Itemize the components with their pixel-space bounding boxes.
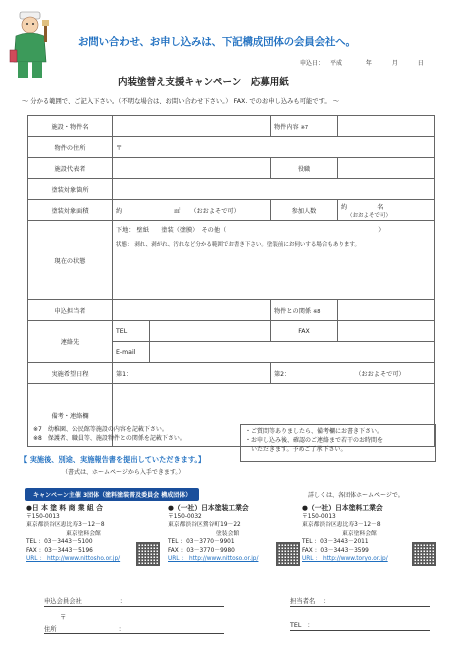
- member-tel: TEL ：03－3443－5100: [26, 539, 93, 545]
- label-schedule: 実施希望日程: [28, 363, 113, 384]
- notice-line-3: いただきます。予めご了承下さい。: [245, 446, 347, 453]
- application-date: [300, 58, 428, 67]
- member-postal: 〒150-0013: [302, 513, 336, 520]
- member-url-link[interactable]: URL ： http://www.nittosho.or.jp/: [26, 556, 121, 562]
- base-line: 下地： 壁紙 塗装（塗膜） その他（ ）: [116, 227, 385, 234]
- label-tel: TEL: [113, 321, 150, 342]
- label-current-state: 現在の状態: [28, 221, 113, 300]
- participants-field[interactable]: 約 名（おおよそで可）: [338, 200, 435, 221]
- era-label: 平成: [329, 60, 342, 67]
- report-request-sub: （書式は、ホームページから入手できます。）: [62, 469, 185, 476]
- campaign-detail-note: 詳しくは、各団体ホームページで。: [308, 492, 404, 499]
- label-target-area: 塗装対象面積: [28, 200, 113, 221]
- footer-postal: 〒: [60, 614, 67, 621]
- member-building: 東京塗料会館: [66, 530, 101, 537]
- day-label: 日: [417, 60, 424, 67]
- label-applicant: 申込担当者: [28, 300, 113, 321]
- headline: お問い合わせ、お申し込みは、下記構成団体の会員会社へ。: [78, 36, 356, 48]
- footer-person: [290, 596, 330, 605]
- label-member-company: 申込会員会社: [44, 598, 82, 605]
- label-facility-name: 施設・物件名: [28, 116, 113, 137]
- label-property-content: 物件内容 ※7: [271, 116, 338, 137]
- member-name: ●日 本 塗 料 商 業 組 合: [26, 504, 103, 512]
- notice-box: [240, 424, 436, 462]
- report-request: 【 実施後、別途、実施報告書を提出していただきます。】: [20, 455, 206, 464]
- company-underline[interactable]: [44, 606, 224, 607]
- colon: ：: [323, 598, 330, 605]
- member-building: 塗装会館: [216, 530, 240, 537]
- campaign-banner: キャンペーン主催 3団体（塗料塗装普及委員会 構成団体）: [25, 488, 199, 501]
- label-email: E-mail: [113, 342, 150, 363]
- label-relation: 物件との関係 ※8: [271, 300, 338, 321]
- footer-company: [44, 596, 126, 605]
- label-address: 住所: [44, 626, 57, 633]
- form-subtitle: ～ 分かる範囲で、ご記入下さい。（不明な場合は、お問い合わせ下さい。） FAX. でのお申し込みも可能です。 ～: [22, 98, 339, 105]
- footnote-8: ※8 保護者、職員等、施設物件との関係を記載下さい。: [33, 435, 186, 442]
- member-org-3: [302, 504, 438, 564]
- member-address: 東京都渋谷区恵比寿3－12－8: [26, 522, 105, 528]
- footer-address: [44, 624, 125, 633]
- year-label: 年: [365, 60, 372, 67]
- member-url-link[interactable]: URL ： http://www.nittoso.or.jp/: [168, 556, 259, 562]
- member-fax: FAX ：03－3443－3599: [302, 547, 369, 554]
- property-content-field[interactable]: [338, 116, 435, 137]
- date-label: 申込日：: [300, 60, 325, 67]
- member-org-1: [26, 504, 162, 564]
- member-name: ●（一社）日本塗装工業会: [168, 504, 249, 512]
- tel-field[interactable]: [150, 321, 271, 342]
- application-form-table: [27, 115, 435, 447]
- colon: ：: [307, 622, 314, 629]
- member-postal: 〒150-0013: [26, 513, 60, 520]
- member-fax: FAX ：03－3443－5196: [26, 547, 93, 554]
- tel-underline[interactable]: [290, 630, 430, 631]
- schedule-first-field[interactable]: 第1：: [113, 363, 271, 384]
- label-tel: TEL: [290, 622, 302, 629]
- label-address: 物件の住所: [28, 137, 113, 158]
- fax-field[interactable]: [338, 321, 435, 342]
- postal-mark: 〒: [116, 144, 123, 152]
- colon: ：: [118, 626, 125, 633]
- target-area-field[interactable]: 約 ㎡ （おおよそで可）: [113, 200, 271, 221]
- qr-code-icon: [412, 542, 436, 566]
- state-desc-line: 状態： 剥れ、剥がれ、汚れなど分かる範囲でお書き下さい。塗装前にお伺いする場合もあります。: [116, 242, 360, 248]
- address-field[interactable]: [113, 137, 435, 158]
- qr-code-icon: [276, 542, 300, 566]
- position-field[interactable]: [338, 158, 435, 179]
- label-target-location: 塗装対象箇所: [28, 179, 113, 200]
- member-address: 東京都渋谷区恵比寿3－12－8: [302, 522, 381, 528]
- member-building: 東京塗料会館: [342, 530, 377, 537]
- footnote-7: ※7 幼稚園、公民館等施設の内容を記載下さい。: [33, 426, 168, 433]
- colon: ：: [119, 598, 127, 605]
- label-fax: FAX: [271, 321, 338, 342]
- notice-line-1: ・ご質問等ありましたら、備考欄にお書き下さい。: [245, 428, 384, 435]
- footer-tel: [290, 620, 314, 629]
- member-name: ●（一社）日本塗料工業会: [302, 504, 383, 512]
- notice-line-2: ・お申し込み後、確認のご連絡まで若干のお時間を: [245, 437, 384, 444]
- member-fax: FAX ：03－3770－9980: [168, 547, 235, 554]
- member-tel: TEL ：03－3770－9901: [168, 539, 235, 545]
- label-person: 担当者名: [290, 598, 316, 605]
- form-title: 内装塗替え支援キャンペーン 応募用紙: [118, 77, 289, 88]
- label-position: 役職: [271, 158, 338, 179]
- label-remarks: 備考・連絡欄: [28, 384, 113, 447]
- member-tel: TEL ：03－3443－2011: [302, 539, 369, 545]
- facility-name-field[interactable]: [113, 116, 271, 137]
- footnotes: [33, 425, 186, 443]
- member-postal: 〒150-0032: [168, 513, 202, 520]
- address-underline[interactable]: [44, 633, 224, 634]
- member-address: 東京都渋谷区鶯谷町19－22: [168, 522, 241, 528]
- qr-code-icon: [136, 542, 160, 566]
- label-participants: 参加人数: [271, 200, 338, 221]
- target-location-field[interactable]: [113, 179, 435, 200]
- month-label: 月: [391, 60, 398, 67]
- person-underline[interactable]: [290, 606, 430, 607]
- painter-illustration: [8, 10, 52, 80]
- label-representative: 施設代表者: [28, 158, 113, 179]
- label-contact: 連絡先: [28, 321, 113, 363]
- email-field[interactable]: [150, 342, 435, 363]
- member-url-link[interactable]: URL ： http://www.toryo.or.jp/: [302, 556, 388, 562]
- applicant-field[interactable]: [113, 300, 271, 321]
- relation-field[interactable]: [338, 300, 435, 321]
- schedule-second-field[interactable]: 第2： （おおよそで可）: [271, 363, 435, 384]
- current-state-field[interactable]: [113, 221, 435, 300]
- representative-field[interactable]: [113, 158, 271, 179]
- member-org-2: [168, 504, 304, 564]
